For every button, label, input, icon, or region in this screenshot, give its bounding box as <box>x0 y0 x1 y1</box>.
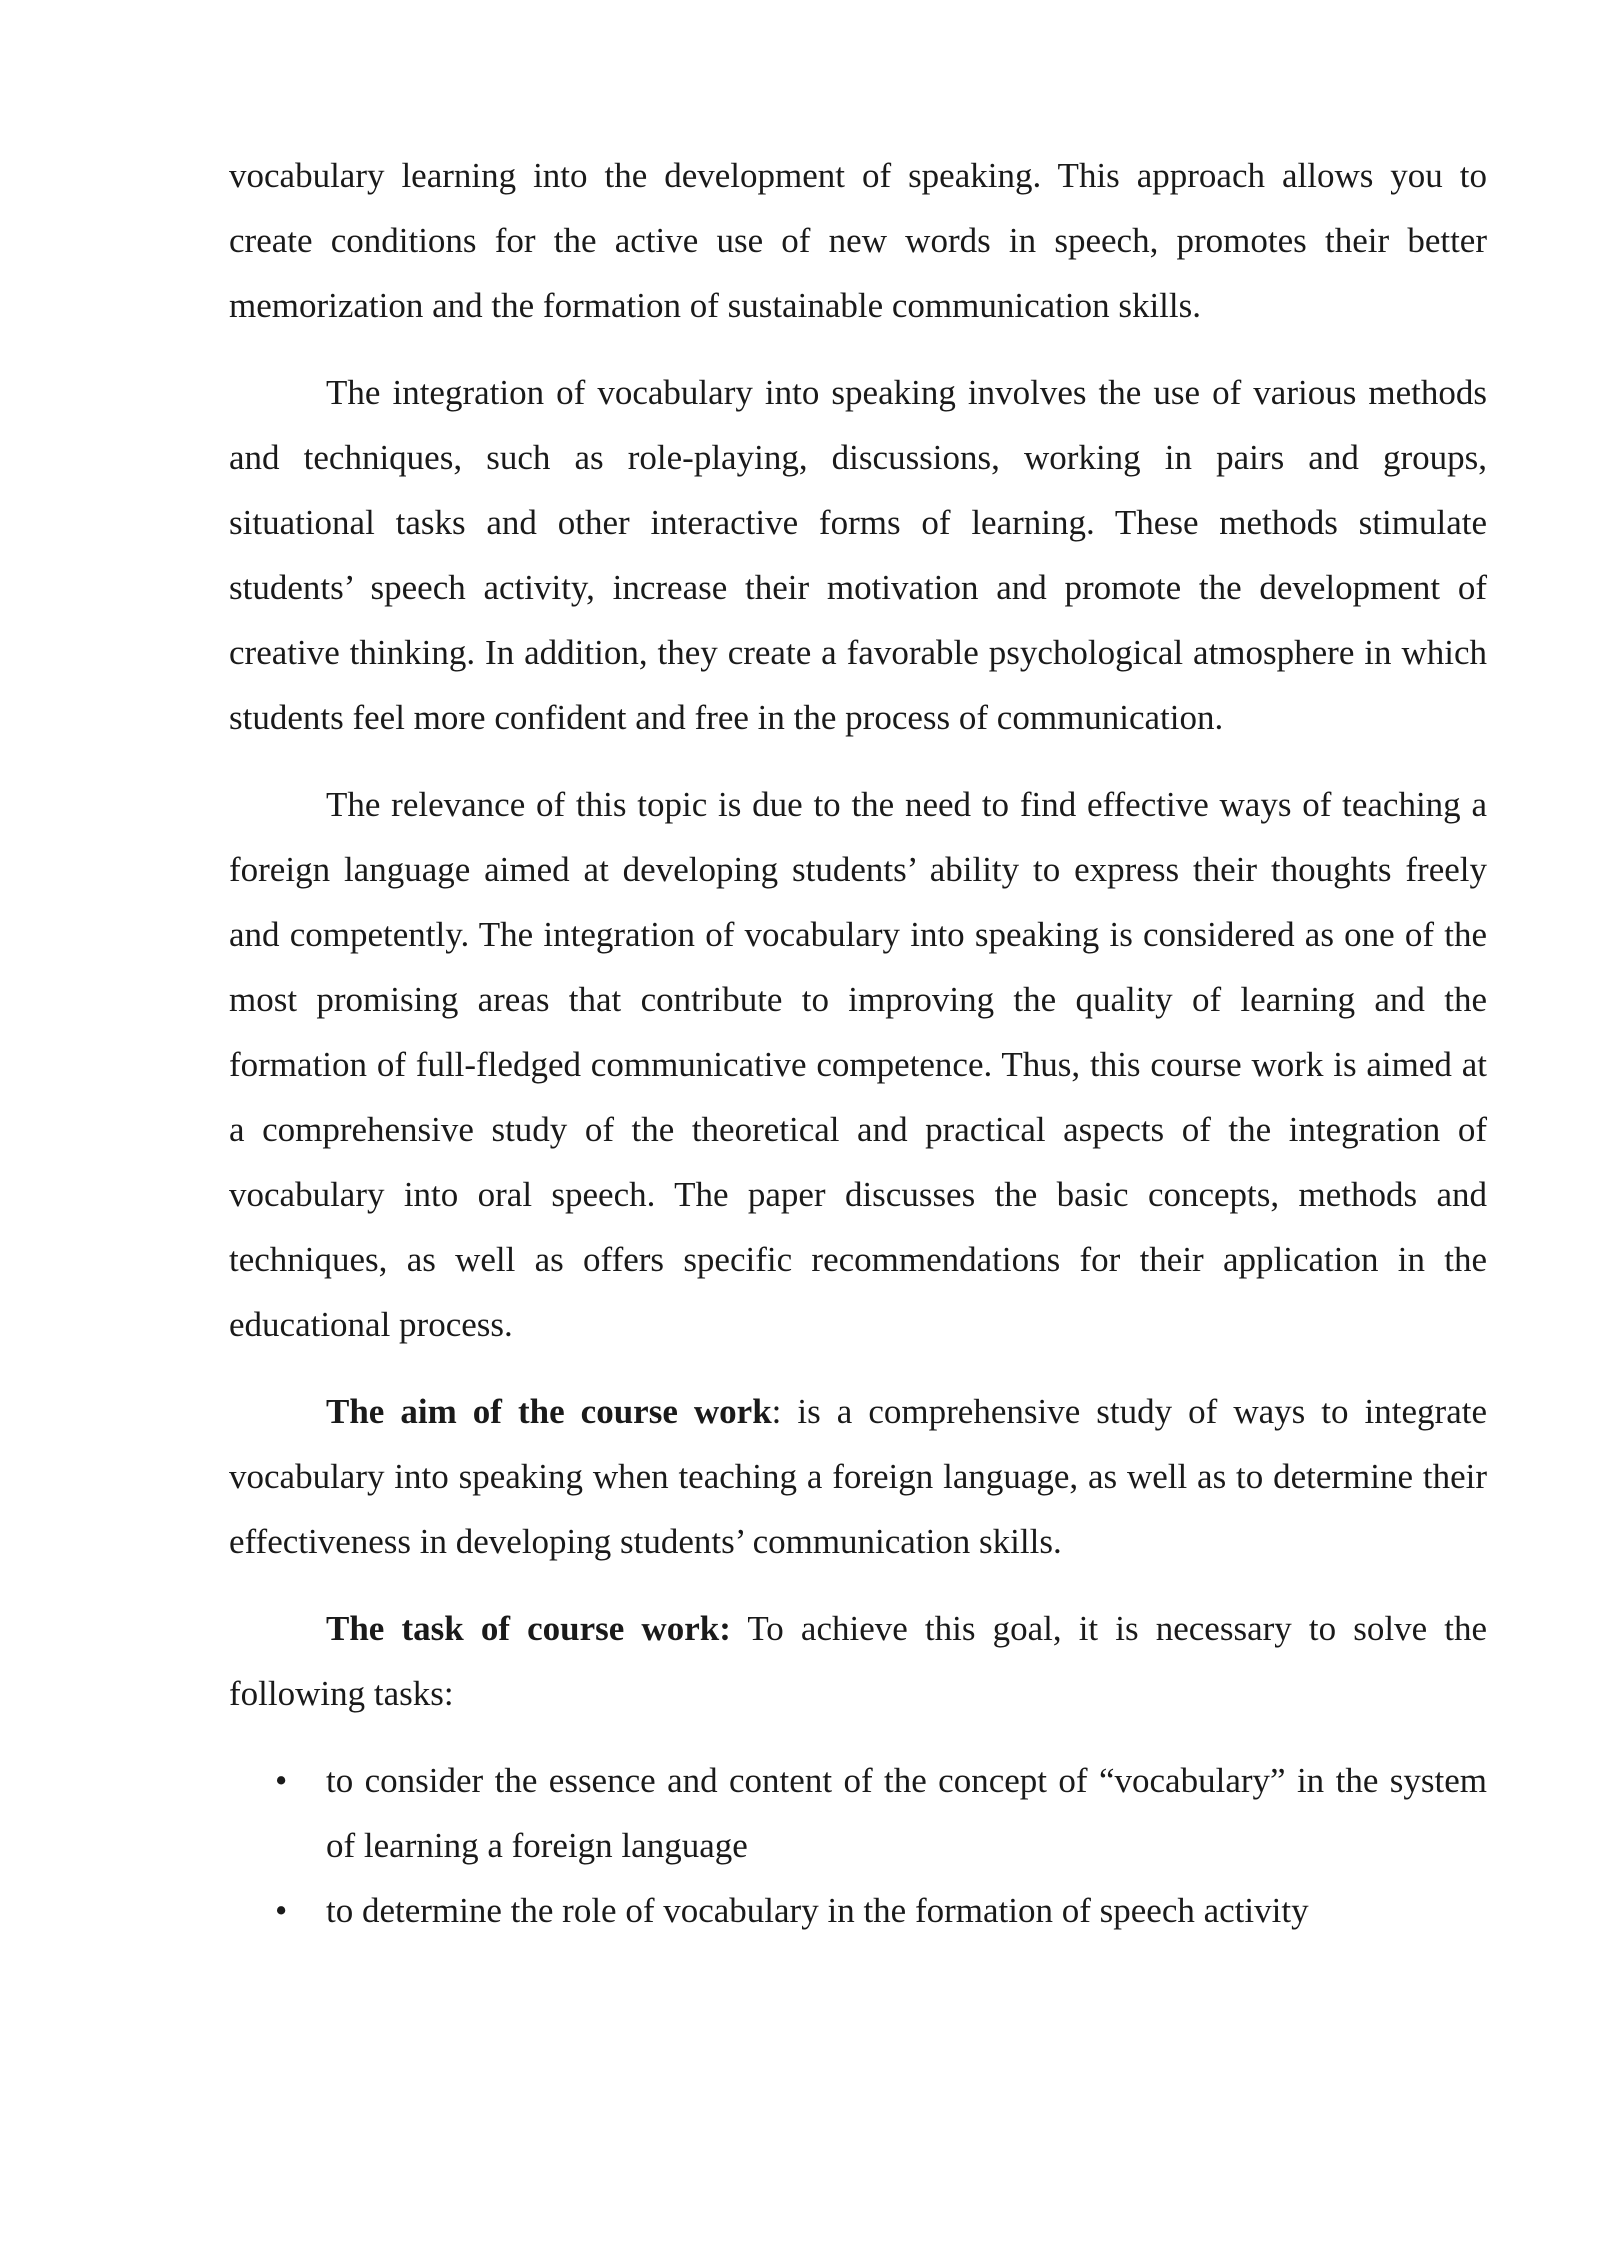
paragraph-continuation: vocabulary learning into the development of speaking. This approach allows you to create conditions for the active use of new words in speech, promotes their better memorization and the formation of sustainable communication skills. <box>229 156 1487 325</box>
paragraph-task <box>229 1596 1487 1726</box>
task-text: To achieve this goal, it is necessary to solve the following tasks: <box>229 1609 1487 1713</box>
aim-label: The aim of the course work <box>326 1392 772 1431</box>
list-item <box>229 1748 1487 1878</box>
paragraph-aim <box>229 1379 1487 1574</box>
bullet-icon: • <box>275 1891 288 1930</box>
list-item <box>229 1878 1487 1943</box>
bullet-icon: • <box>275 1761 288 1800</box>
paragraph-integration-methods: The integration of vocabulary into speaking involves the use of various methods and techniques, such as role-playing, discussions, working in pairs and groups, situational tasks and other interactive forms of learning. These methods stimulate students’ speech activity, increase their motivation and promote the development of creative thinking. In addition, they create a favorable psychological atmosphere in which students feel more confident and free in the process of communication. <box>229 373 1487 737</box>
aim-text: : is a comprehensive study of ways to integrate vocabulary into speaking when teaching a foreign language, as well as to determine their effectiveness in developing students’ communication skills. <box>229 1392 1487 1561</box>
list-item-text: to determine the role of vocabulary in the formation of speech activity <box>326 1891 1309 1930</box>
list-item-text: to consider the essence and content of the concept of “vocabulary” in the system of learning a foreign language <box>326 1761 1487 1865</box>
task-label: The task of course work: <box>326 1609 731 1648</box>
paragraph-relevance: The relevance of this topic is due to the need to find effective ways of teaching a foreign language aimed at developing students’ ability to express their thoughts freely and competently. The integration of vocabulary into speaking is considered as one of the most promising areas that contribute to improving the quality of learning and the formation of full-fledged communicative competence. Thus, this course work is aimed at a comprehensive study of the theoretical and practical aspects of the integration of vocabulary into oral speech. The paper discusses the basic concepts, methods and techniques, as well as offers specific recommendations for their application in the educational process. <box>229 785 1487 1344</box>
task-list <box>229 1748 1487 1943</box>
document-body <box>229 143 1487 1943</box>
